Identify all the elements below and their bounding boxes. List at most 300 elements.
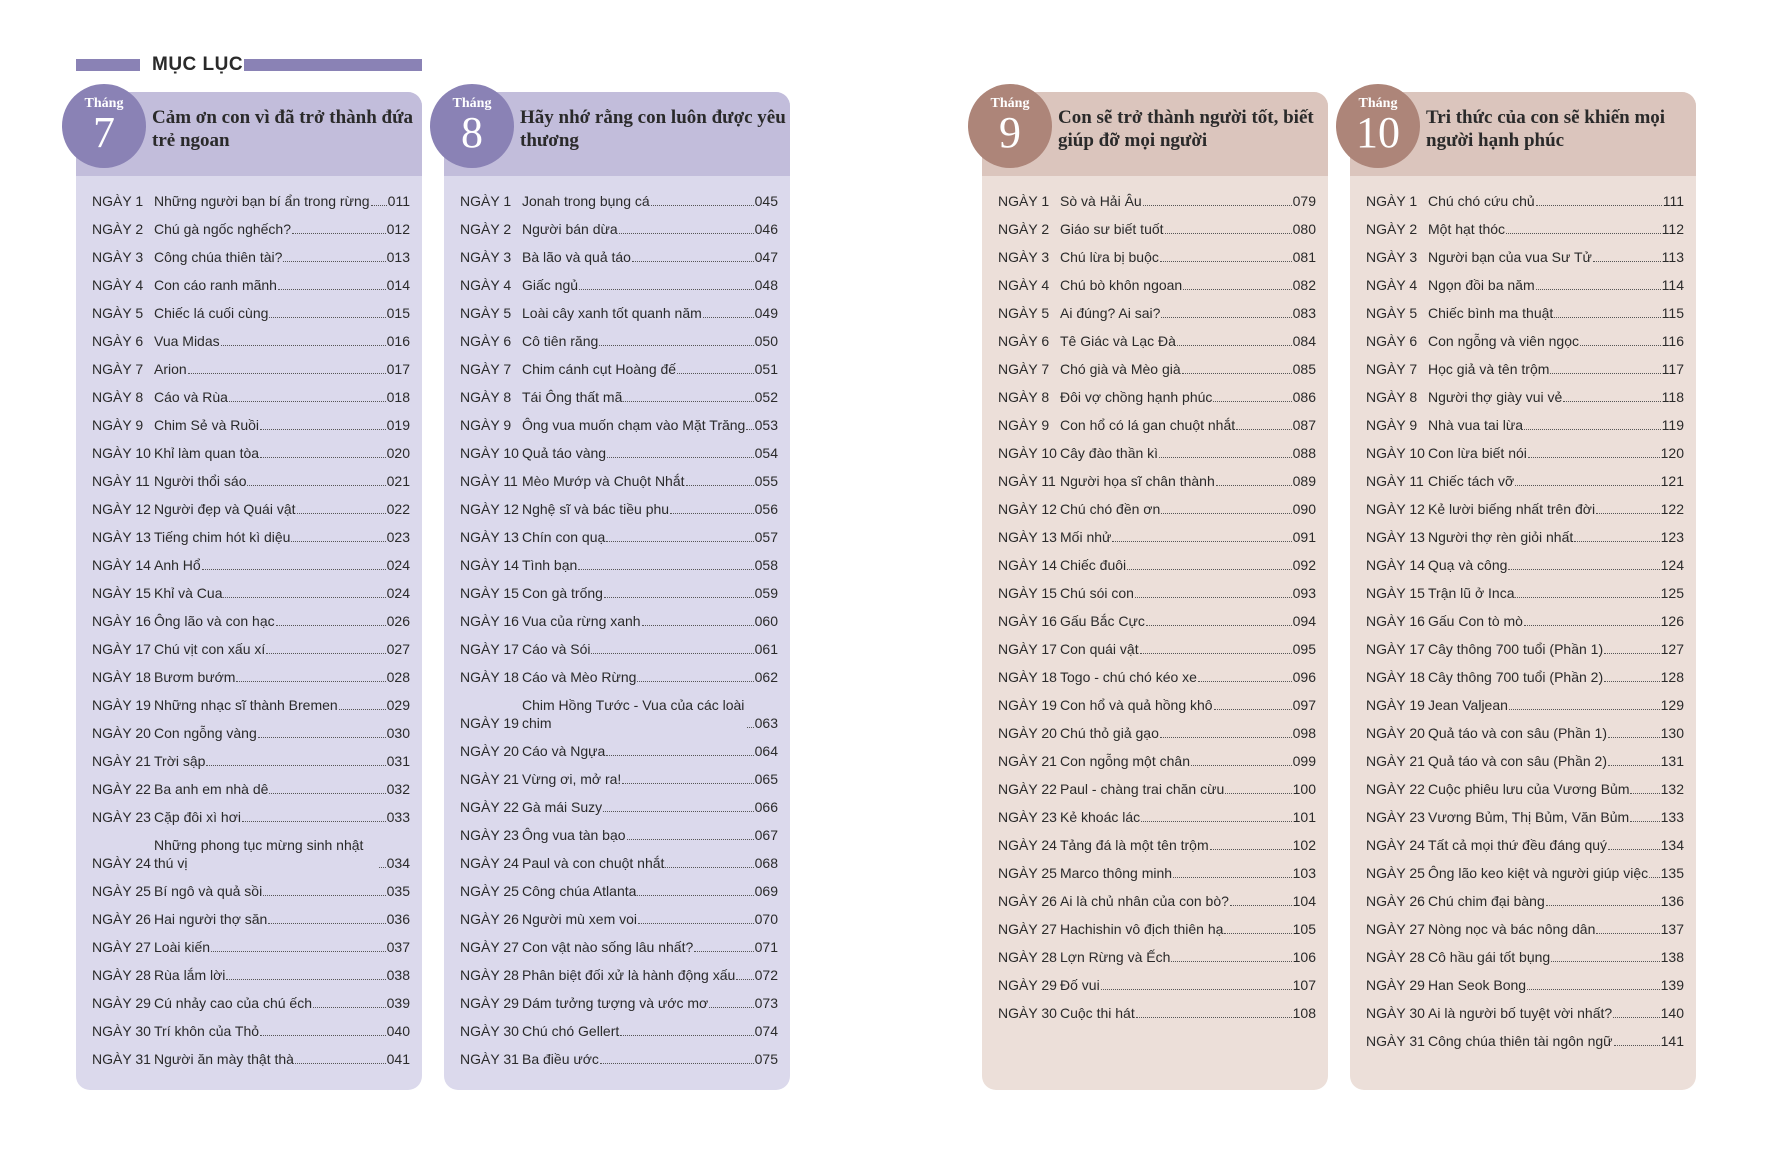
entry-title: Cây đào thần kì — [1060, 445, 1159, 461]
entry-title: Chim cánh cụt Hoàng đế — [522, 361, 677, 377]
toc-entry[interactable] — [998, 864, 1316, 882]
toc-entry[interactable] — [998, 304, 1316, 322]
entry-page: 121 — [1660, 473, 1684, 489]
entry-page: 023 — [386, 529, 410, 545]
entry-day: NGÀY 4 — [1366, 277, 1418, 293]
toc-entry[interactable] — [92, 910, 410, 928]
entry-title: Jean Valjean — [1428, 697, 1508, 713]
entry-page: 051 — [754, 361, 778, 377]
entry-day: NGÀY 27 — [1366, 921, 1425, 937]
entry-title: Paul - chàng trai chăn cừu — [1060, 781, 1225, 797]
page-title: MỤC LỤC — [152, 54, 244, 75]
entry-day: NGÀY 10 — [1366, 445, 1425, 461]
toc-entry[interactable] — [998, 724, 1316, 742]
toc-entry[interactable] — [460, 640, 778, 658]
entry-day: NGÀY 14 — [92, 557, 151, 573]
toc-entry[interactable] — [460, 798, 778, 816]
entry-day: NGÀY 30 — [998, 1005, 1057, 1021]
entry-page: 056 — [754, 501, 778, 517]
entry-day: NGÀY 28 — [92, 967, 151, 983]
entry-title: Vua của rừng xanh — [522, 613, 641, 629]
entry-day: NGÀY 20 — [460, 743, 519, 759]
dot-leader — [278, 289, 386, 290]
entry-title: Người đẹp và Quái vật — [154, 501, 296, 517]
toc-entry[interactable] — [460, 304, 778, 322]
toc-entry[interactable] — [998, 612, 1316, 630]
toc-entry[interactable] — [1366, 276, 1684, 294]
entry-title: Vừng ơi, mở ra! — [522, 771, 622, 787]
entry-day: NGÀY 15 — [92, 585, 151, 601]
toc-entry[interactable] — [1366, 724, 1684, 742]
entry-page: 064 — [754, 743, 778, 759]
toc-entry[interactable] — [1366, 948, 1684, 966]
dot-leader — [1216, 485, 1292, 486]
dot-leader — [579, 289, 754, 290]
entry-day: NGÀY 2 — [92, 221, 144, 237]
month-number: 10 — [1356, 108, 1400, 157]
toc-entry[interactable] — [92, 938, 410, 956]
entry-day: NGÀY 18 — [92, 669, 151, 685]
entry-day: NGÀY 6 — [92, 333, 144, 349]
toc-entry[interactable] — [460, 938, 778, 956]
toc-entry[interactable] — [998, 780, 1316, 798]
toc-entry[interactable] — [460, 994, 778, 1012]
entry-day: NGÀY 29 — [1366, 977, 1425, 993]
entry-title: Dám tưởng tượng và ước mơ — [522, 995, 709, 1011]
toc-entry[interactable] — [460, 966, 778, 984]
toc-entry[interactable] — [460, 472, 778, 490]
entry-page: 136 — [1660, 893, 1684, 909]
entry-day: NGÀY 18 — [998, 669, 1057, 685]
toc-entry[interactable] — [92, 780, 410, 798]
entry-day: NGÀY 22 — [460, 799, 519, 815]
toc-entry[interactable] — [460, 910, 778, 928]
toc-entry[interactable] — [92, 388, 410, 406]
toc-entry[interactable] — [1366, 864, 1684, 882]
entry-title: Vương Bủm, Thị Bủm, Văn Bủm — [1428, 809, 1630, 825]
dot-leader — [313, 1007, 386, 1008]
toc-entry[interactable] — [1366, 780, 1684, 798]
dot-leader — [263, 895, 385, 896]
toc-entry[interactable] — [1366, 668, 1684, 686]
entry-day: NGÀY 4 — [998, 277, 1050, 293]
toc-entry[interactable] — [92, 1022, 410, 1040]
toc-entry[interactable] — [998, 948, 1316, 966]
entry-title: Nòng nọc và bác nông dân — [1428, 921, 1596, 937]
month-title: Hãy nhớ rằng con luôn được yêu thương — [520, 107, 786, 151]
entry-title: Cáo và Rùa — [154, 389, 228, 405]
toc-entry[interactable] — [1366, 248, 1684, 266]
entry-title: Loài cây xanh tốt quanh năm — [522, 305, 702, 321]
entry-day: NGÀY 2 — [998, 221, 1050, 237]
toc-entry[interactable] — [92, 220, 410, 238]
dot-leader — [1546, 905, 1660, 906]
toc-entry[interactable] — [1366, 976, 1684, 994]
dot-leader — [1614, 1045, 1660, 1046]
entry-page: 030 — [386, 725, 410, 741]
entry-title: Con hổ có lá gan chuột nhắt — [1060, 417, 1236, 433]
entry-day: NGÀY 12 — [998, 501, 1057, 517]
entry-day: NGÀY 16 — [998, 613, 1057, 629]
entry-title: Quả táo vàng — [522, 445, 607, 461]
toc-entry[interactable] — [460, 248, 778, 266]
dot-leader — [297, 513, 386, 514]
entry-title: Ông lão keo kiệt và người giúp việc — [1428, 865, 1649, 881]
toc-entry[interactable] — [92, 248, 410, 266]
entry-title: Chín con quạ — [522, 529, 606, 545]
toc-entry[interactable] — [1366, 360, 1684, 378]
entry-day: NGÀY 22 — [998, 781, 1057, 797]
entry-day: NGÀY 4 — [92, 277, 144, 293]
toc-entry[interactable] — [998, 808, 1316, 826]
toc-entry[interactable] — [460, 1050, 778, 1068]
toc-entry[interactable] — [1366, 836, 1684, 854]
toc-entry[interactable] — [1366, 808, 1684, 826]
dot-leader — [607, 457, 754, 458]
dot-leader — [1101, 989, 1292, 990]
toc-entry[interactable] — [998, 584, 1316, 602]
entry-page: 114 — [1661, 277, 1684, 293]
entry-page: 081 — [1292, 249, 1316, 265]
entry-title: Con ngỗng một chân — [1060, 753, 1190, 769]
toc-entry[interactable] — [460, 500, 778, 518]
entry-day: NGÀY 3 — [92, 249, 144, 265]
toc-entry[interactable] — [460, 612, 778, 630]
toc-entry[interactable] — [998, 836, 1316, 854]
entry-page: 105 — [1292, 921, 1316, 937]
toc-entry[interactable] — [460, 276, 778, 294]
toc-entry[interactable] — [998, 500, 1316, 518]
entry-page: 116 — [1661, 333, 1684, 349]
header-bar-right — [244, 59, 422, 71]
dot-leader — [268, 923, 385, 924]
toc-entry[interactable] — [92, 332, 410, 350]
entry-day: NGÀY 24 — [998, 837, 1057, 853]
entry-day: NGÀY 30 — [92, 1023, 151, 1039]
toc-entry[interactable] — [1366, 388, 1684, 406]
toc-entry[interactable] — [92, 360, 410, 378]
entry-page: 141 — [1660, 1033, 1684, 1049]
entry-page: 092 — [1292, 557, 1316, 573]
toc-entry[interactable] — [998, 556, 1316, 574]
header-bar-left — [76, 59, 140, 71]
toc-entry[interactable] — [92, 304, 410, 322]
entry-title: Ông vua tàn bạo — [522, 827, 626, 843]
entry-day: NGÀY 23 — [460, 827, 519, 843]
entry-page: 106 — [1292, 949, 1316, 965]
toc-entry[interactable] — [460, 826, 778, 844]
toc-entry[interactable] — [998, 276, 1316, 294]
toc-entry[interactable] — [92, 966, 410, 984]
toc-entry[interactable] — [460, 332, 778, 350]
entry-page: 058 — [754, 557, 778, 573]
entry-title: Ngọn đồi ba năm — [1428, 277, 1535, 293]
dot-leader — [1515, 597, 1659, 598]
toc-entry[interactable] — [998, 220, 1316, 238]
entry-day: NGÀY 30 — [460, 1023, 519, 1039]
entry-page: 055 — [754, 473, 778, 489]
toc-entry[interactable] — [92, 556, 410, 574]
dot-leader — [247, 485, 385, 486]
entry-day: NGÀY 31 — [92, 1051, 151, 1067]
dot-leader — [188, 373, 386, 374]
entry-title: Marco thông minh — [1060, 865, 1173, 881]
entry-title: Công chúa thiên tài? — [154, 249, 283, 265]
dot-leader — [665, 867, 753, 868]
entry-title: Trí khôn của Thỏ — [154, 1023, 260, 1039]
dot-leader — [1146, 625, 1292, 626]
dot-leader — [620, 1035, 753, 1036]
entry-page: 119 — [1661, 417, 1684, 433]
entry-page: 098 — [1292, 725, 1316, 741]
dot-leader — [638, 923, 754, 924]
entry-day: NGÀY 7 — [92, 361, 144, 377]
toc-entry[interactable] — [998, 920, 1316, 938]
entry-day: NGÀY 14 — [998, 557, 1057, 573]
toc-entry[interactable] — [92, 836, 410, 872]
entry-page: 049 — [754, 305, 778, 321]
entry-page: 046 — [754, 221, 778, 237]
month-title: Tri thức của con sẽ khiến mọi người hạnh phúc — [1426, 107, 1666, 151]
toc-entry[interactable] — [998, 668, 1316, 686]
toc-entry[interactable] — [998, 752, 1316, 770]
entry-day: NGÀY 9 — [1366, 417, 1418, 433]
dot-leader — [260, 429, 386, 430]
toc-entry[interactable] — [460, 528, 778, 546]
toc-entry[interactable] — [92, 1050, 410, 1068]
entry-day: NGÀY 13 — [460, 529, 519, 545]
dot-leader — [637, 681, 753, 682]
dot-leader — [1527, 989, 1660, 990]
toc-entry[interactable] — [1366, 640, 1684, 658]
toc-entry[interactable] — [998, 892, 1316, 910]
toc-entry[interactable] — [1366, 472, 1684, 490]
entry-day: NGÀY 9 — [998, 417, 1050, 433]
toc-entry[interactable] — [460, 444, 778, 462]
toc-entry[interactable] — [998, 1004, 1316, 1022]
entry-page: 071 — [754, 939, 778, 955]
entry-page: 102 — [1292, 837, 1316, 853]
month-badge — [430, 84, 514, 168]
entry-day: NGÀY 18 — [460, 669, 519, 685]
entry-title: Jonah trong bụng cá — [522, 193, 650, 209]
entry-title: Hachishin vô địch thiên hạ — [1060, 921, 1224, 937]
entry-title: Chiếc bình ma thuật — [1428, 305, 1554, 321]
toc-entry[interactable] — [92, 500, 410, 518]
entry-title: Những người bạn bí ẩn trong rừng — [154, 193, 370, 209]
entry-day: NGÀY 5 — [998, 305, 1050, 321]
entry-page: 122 — [1660, 501, 1684, 517]
toc-entry[interactable] — [92, 724, 410, 742]
toc-entry[interactable] — [1366, 556, 1684, 574]
entry-title: Những nhạc sĩ thành Bremen — [154, 697, 338, 713]
toc-entry[interactable] — [460, 360, 778, 378]
entry-page: 033 — [386, 809, 410, 825]
entry-day: NGÀY 17 — [460, 641, 519, 657]
toc-entry[interactable] — [998, 416, 1316, 434]
dot-leader — [379, 867, 386, 868]
toc-entry[interactable] — [92, 472, 410, 490]
toc-entry[interactable] — [460, 854, 778, 872]
entry-title: Bí ngô và quả sồi — [154, 883, 263, 899]
toc-entry[interactable] — [92, 276, 410, 294]
toc-entry[interactable] — [1366, 920, 1684, 938]
toc-entry[interactable] — [1366, 304, 1684, 322]
toc-list — [998, 192, 1316, 1032]
entry-day: NGÀY 5 — [460, 305, 512, 321]
toc-entry[interactable] — [92, 808, 410, 826]
toc-entry[interactable] — [460, 192, 778, 210]
toc-entry[interactable] — [998, 696, 1316, 714]
toc-entry[interactable] — [460, 220, 778, 238]
entry-title: Ba anh em nhà dê — [154, 781, 269, 797]
toc-entry[interactable] — [998, 976, 1316, 994]
toc-entry[interactable] — [1366, 696, 1684, 714]
entry-day: NGÀY 19 — [1366, 697, 1425, 713]
entry-day: NGÀY 3 — [460, 249, 512, 265]
toc-entry[interactable] — [460, 742, 778, 760]
toc-entry[interactable] — [1366, 500, 1684, 518]
entry-title: Công chúa Atlanta — [522, 883, 637, 899]
toc-entry[interactable] — [1366, 192, 1684, 210]
toc-entry[interactable] — [460, 416, 778, 434]
entry-day: NGÀY 6 — [1366, 333, 1418, 349]
toc-entry[interactable] — [92, 444, 410, 462]
toc-entry[interactable] — [460, 668, 778, 686]
toc-entry[interactable] — [1366, 1004, 1684, 1022]
toc-entry[interactable] — [1366, 528, 1684, 546]
toc-entry[interactable] — [998, 444, 1316, 462]
entry-day: NGÀY 26 — [1366, 893, 1425, 909]
toc-entry[interactable] — [460, 584, 778, 602]
toc-entry[interactable] — [1366, 584, 1684, 602]
entry-page: 133 — [1660, 809, 1684, 825]
toc-entry[interactable] — [998, 388, 1316, 406]
entry-title: Con quái vật — [1060, 641, 1139, 657]
dot-leader — [1596, 933, 1659, 934]
entry-title: Cuộc phiêu lưu của Vương Bủm — [1428, 781, 1630, 797]
entry-title: Cặp đôi xì hơi — [154, 809, 242, 825]
dot-leader — [694, 951, 753, 952]
entry-day: NGÀY 12 — [92, 501, 151, 517]
dot-leader — [1183, 289, 1291, 290]
entry-title: Chim Sẻ và Ruồi — [154, 417, 260, 433]
toc-entry[interactable] — [92, 528, 410, 546]
entry-page: 128 — [1660, 669, 1684, 685]
entry-day: NGÀY 26 — [998, 893, 1057, 909]
toc-entry[interactable] — [1366, 416, 1684, 434]
toc-entry[interactable] — [1366, 444, 1684, 462]
toc-entry[interactable] — [998, 528, 1316, 546]
dot-leader — [1524, 625, 1660, 626]
toc-entry[interactable] — [460, 770, 778, 788]
toc-entry[interactable] — [92, 994, 410, 1012]
toc-entry[interactable] — [998, 360, 1316, 378]
toc-entry[interactable] — [92, 752, 410, 770]
toc-entry[interactable] — [92, 192, 410, 210]
dot-leader — [1613, 1017, 1659, 1018]
entry-day: NGÀY 1 — [998, 193, 1050, 209]
toc-entry[interactable] — [1366, 612, 1684, 630]
entry-page: 063 — [754, 715, 778, 731]
dot-leader — [1160, 737, 1292, 738]
toc-entry[interactable] — [460, 882, 778, 900]
toc-entry[interactable] — [92, 696, 410, 714]
dot-leader — [1165, 233, 1292, 234]
entry-page: 094 — [1292, 613, 1316, 629]
toc-entry[interactable] — [460, 1022, 778, 1040]
entry-page: 083 — [1292, 305, 1316, 321]
dot-leader — [291, 541, 385, 542]
toc-entry[interactable] — [92, 668, 410, 686]
dot-leader — [746, 429, 753, 430]
toc-entry[interactable] — [92, 612, 410, 630]
dot-leader — [258, 737, 386, 738]
toc-entry[interactable] — [998, 472, 1316, 490]
dot-leader — [1580, 345, 1661, 346]
toc-entry[interactable] — [460, 556, 778, 574]
entry-day: NGÀY 16 — [92, 613, 151, 629]
entry-day: NGÀY 9 — [460, 417, 512, 433]
dot-leader — [599, 345, 753, 346]
entry-page: 036 — [386, 911, 410, 927]
dot-leader — [606, 541, 753, 542]
entry-day: NGÀY 20 — [998, 725, 1057, 741]
toc-entry[interactable] — [1366, 220, 1684, 238]
dot-leader — [371, 205, 387, 206]
entry-page: 011 — [387, 193, 410, 209]
dot-leader — [1649, 877, 1660, 878]
dot-leader — [242, 821, 386, 822]
toc-entry[interactable] — [1366, 752, 1684, 770]
toc-entry[interactable] — [1366, 332, 1684, 350]
month-number: 7 — [93, 108, 115, 157]
entry-day: NGÀY 10 — [460, 445, 519, 461]
dot-leader — [1554, 317, 1660, 318]
toc-entry[interactable] — [460, 696, 778, 732]
toc-entry[interactable] — [92, 584, 410, 602]
entry-page: 072 — [754, 967, 778, 983]
entry-title: Rùa lắm lời — [154, 967, 226, 983]
entry-page: 095 — [1292, 641, 1316, 657]
toc-entry[interactable] — [998, 640, 1316, 658]
dot-leader — [1112, 541, 1291, 542]
toc-entry[interactable] — [998, 192, 1316, 210]
entry-day: NGÀY 17 — [1366, 641, 1425, 657]
entry-page: 024 — [386, 557, 410, 573]
toc-entry[interactable] — [1366, 1032, 1684, 1050]
entry-title: Loài kiến — [154, 939, 211, 955]
toc-entry[interactable] — [1366, 892, 1684, 910]
entry-day: NGÀY 27 — [460, 939, 519, 955]
entry-page: 054 — [754, 445, 778, 461]
month-header — [1350, 92, 1696, 176]
entry-day: NGÀY 31 — [1366, 1033, 1425, 1049]
toc-entry[interactable] — [92, 416, 410, 434]
entry-page: 085 — [1292, 361, 1316, 377]
toc-entry[interactable] — [998, 332, 1316, 350]
entry-title: Ai là chủ nhân của con bò? — [1060, 893, 1229, 909]
entry-page: 132 — [1660, 781, 1684, 797]
toc-entry[interactable] — [92, 882, 410, 900]
toc-entry[interactable] — [998, 248, 1316, 266]
toc-entry[interactable] — [460, 388, 778, 406]
toc-entry[interactable] — [92, 640, 410, 658]
entry-day: NGÀY 21 — [460, 771, 519, 787]
month-label: Tháng — [990, 96, 1030, 111]
dot-leader — [1161, 317, 1291, 318]
entry-day: NGÀY 31 — [460, 1051, 519, 1067]
